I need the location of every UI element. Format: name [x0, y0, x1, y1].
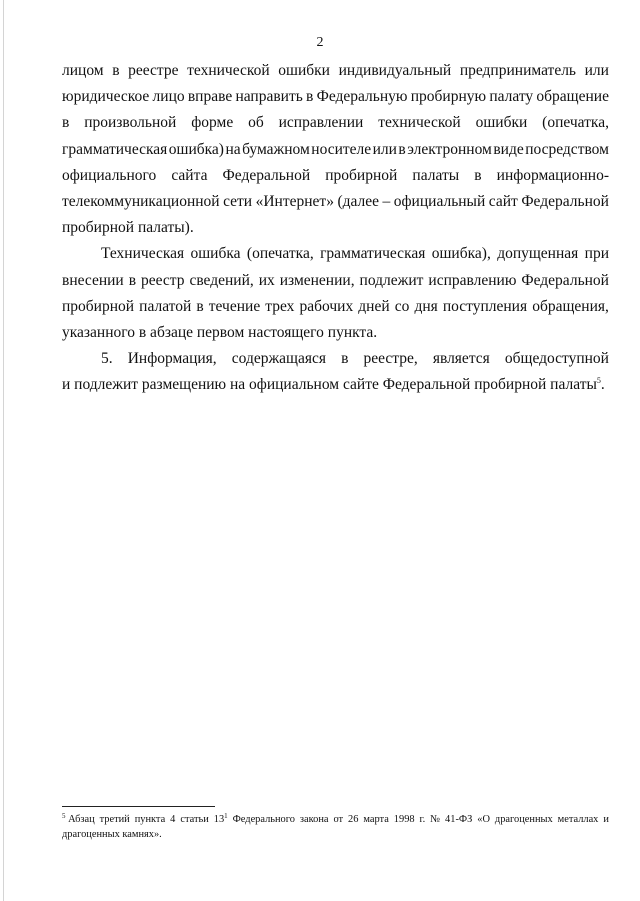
paragraph-start: 5. Информация, содержащаяся в реестре, является общедоступной [101, 350, 609, 368]
text-line [62, 372, 609, 398]
text-span: и подлежит размещению на официальном сайте Федеральной пробирной палаты [62, 376, 597, 394]
page-edge [3, 0, 4, 901]
text-line: грамматическая ошибка) на бумажном носителе или в электронном виде посредством [62, 140, 609, 158]
text-line: лицом в реестре технической ошибки индивидуальный предприниматель или [62, 62, 609, 79]
text-span: . [600, 376, 605, 394]
text-line: пробирной палаты). [62, 219, 194, 237]
text-line: пробирной палатой в течение трех рабочих дней со дня поступления обращения, [62, 297, 609, 315]
paragraph-start: Техническая ошибка (опечатка, грамматическая ошибка), допущенная при [101, 245, 609, 263]
text-line: внесении в реестр сведений, их изменении, подлежит исправлению Федеральной [62, 271, 609, 289]
text-line: в произвольной форме об исправлении технической ошибки (опечатка, [62, 114, 609, 132]
text-line: телекоммуникационной сети «Интернет» (далее – официальный сайт Федеральной [62, 192, 609, 210]
footnote-line: драгоценных камнях». [62, 829, 162, 840]
footnote-ref: 5 [596, 376, 601, 386]
body-text [62, 58, 609, 398]
footnote-divider [62, 806, 215, 807]
text-line: юридическое лицо вправе направить в Федеральную пробирную палату обращение [62, 88, 609, 106]
text-line: официального сайта Федеральной пробирной палаты в информационно- [62, 166, 609, 184]
footnote [62, 812, 609, 842]
text-line: указанного в абзаце первом настоящего пункта. [62, 323, 378, 341]
footnote-line: 5 Абзац третий пункта 4 статьи 131 Федерального закона от 26 марта 1998 г. № 41-ФЗ «О драгоценных металлах и [62, 811, 609, 825]
page-number: 2 [316, 35, 324, 50]
